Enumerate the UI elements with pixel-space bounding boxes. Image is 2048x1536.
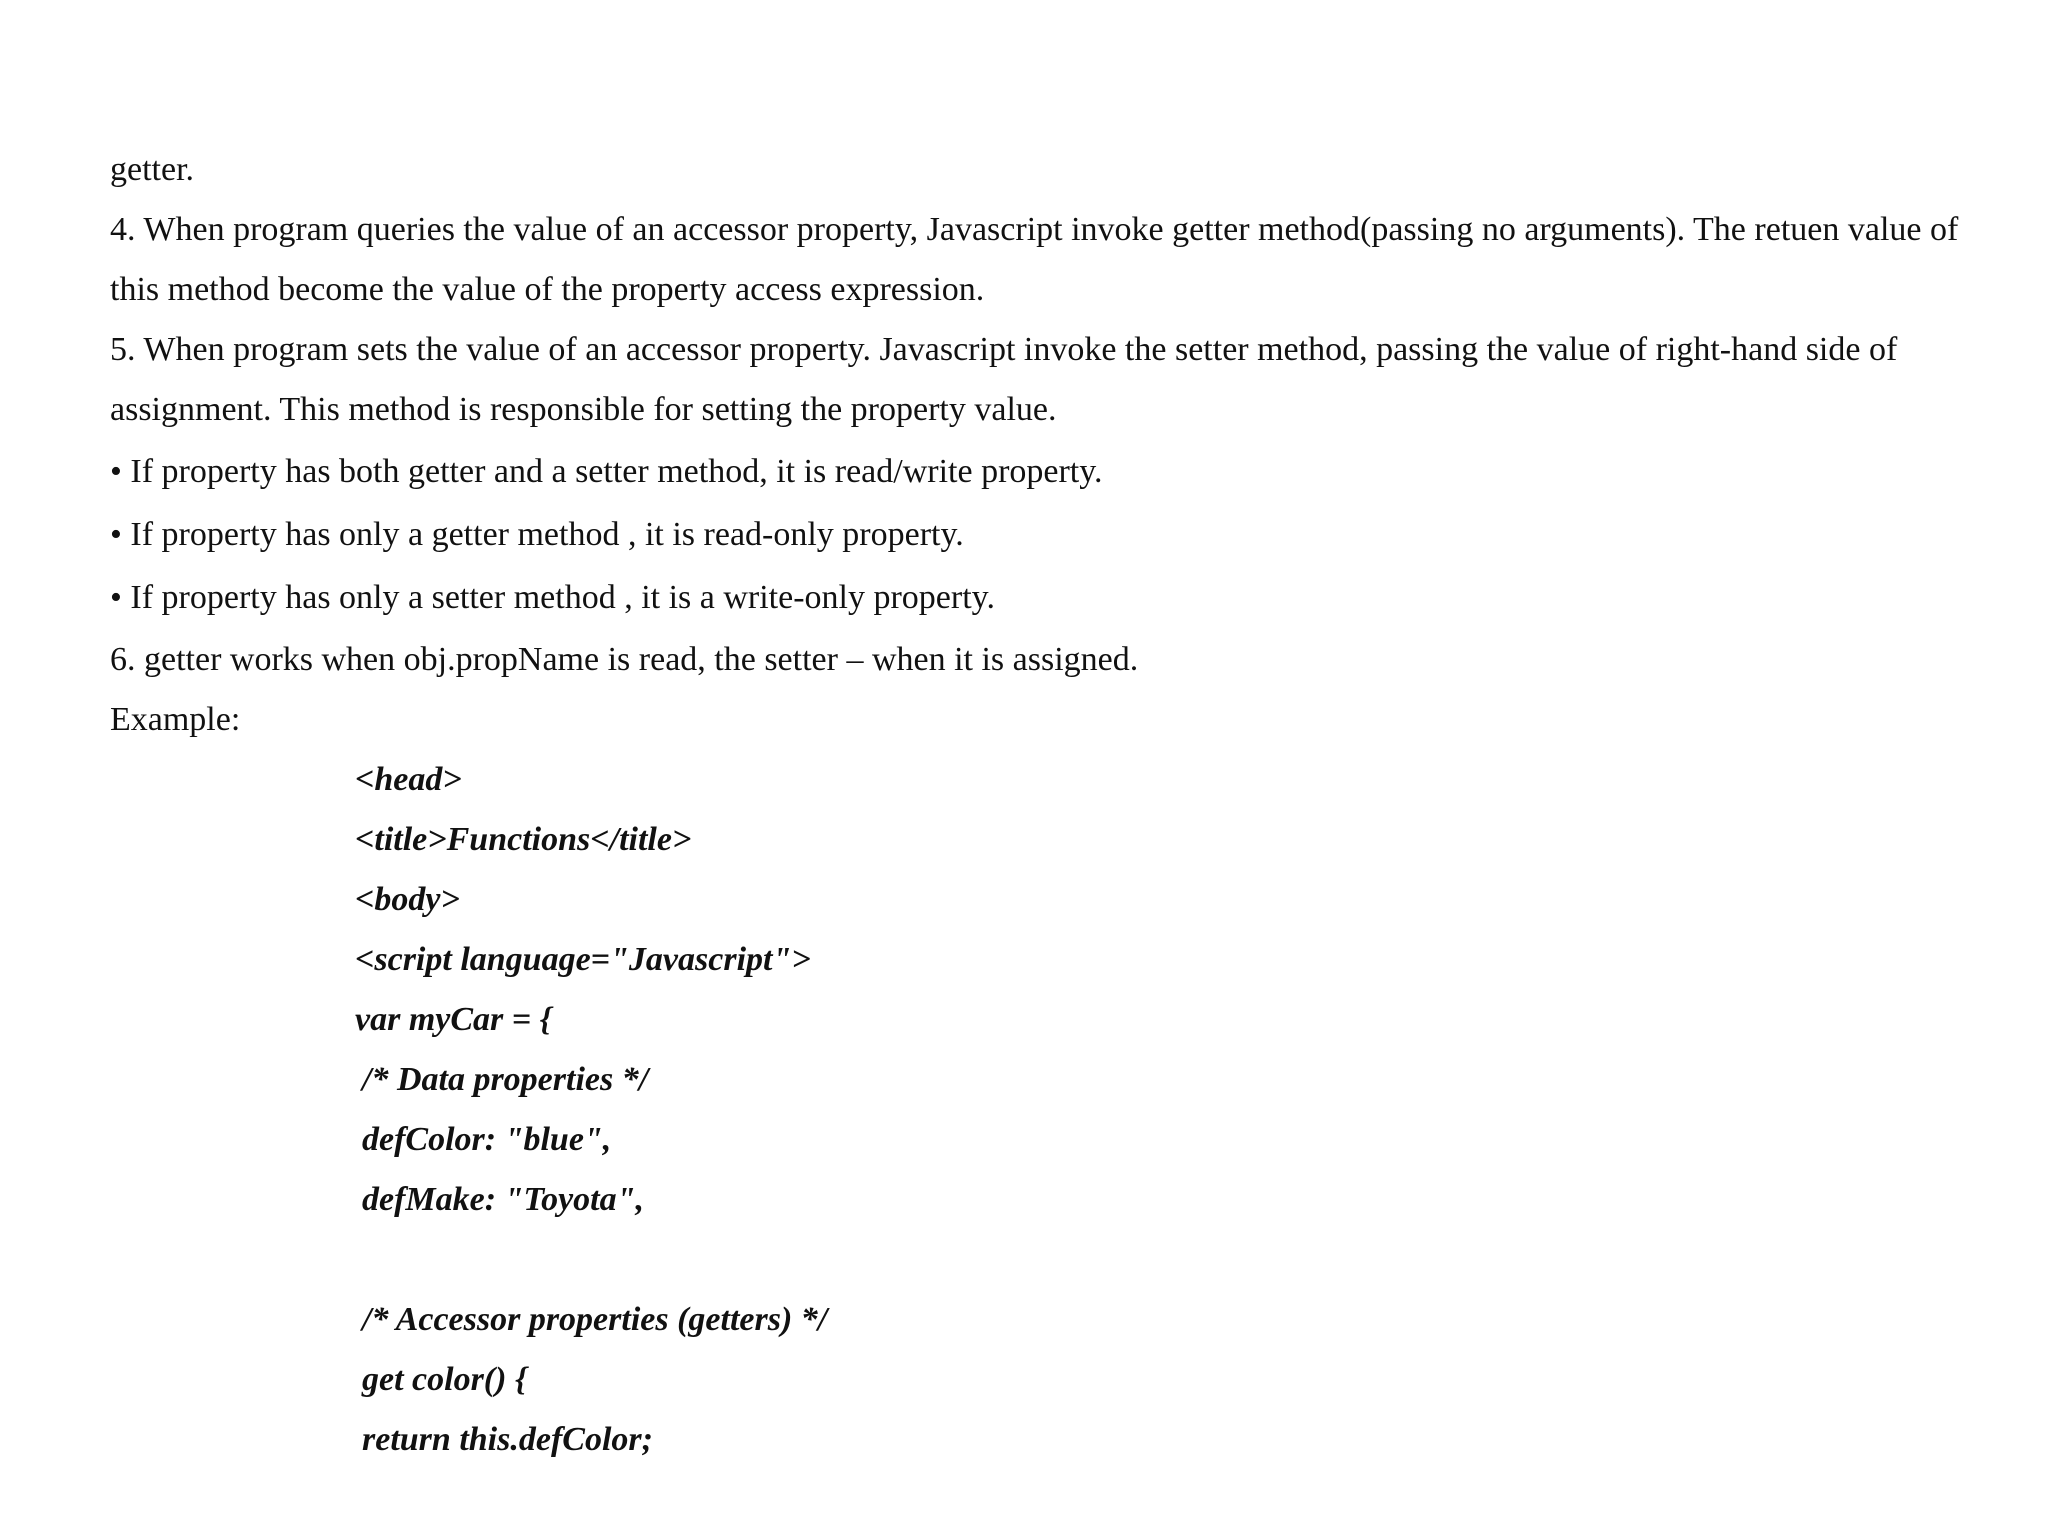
- paragraph-getter-cont: getter.: [110, 151, 195, 188]
- code-line-title: <title>Functions</title>: [355, 821, 692, 858]
- paragraph-point-4-line-2: this method become the value of the property access expression.: [110, 271, 985, 308]
- bullet-read-write: • If property has both getter and a setter method, it is read/write property.: [110, 453, 1103, 490]
- bullet-write-only: • If property has only a setter method , it is a write-only property.: [110, 579, 995, 616]
- code-line-script: <script language="Javascript">: [355, 941, 811, 978]
- code-line-get-color: get color() {: [362, 1361, 527, 1398]
- paragraph-point-4-line-1: 4. When program queries the value of an accessor property, Javascript invoke getter method(passing no arguments). The retuen value of: [110, 211, 1959, 248]
- code-line-body: <body>: [355, 881, 460, 918]
- code-line-defmake: defMake: "Toyota",: [362, 1181, 644, 1218]
- code-line-return: return this.defColor;: [362, 1421, 653, 1458]
- example-label: Example:: [110, 701, 241, 738]
- code-line-defcolor: defColor: "blue",: [362, 1121, 612, 1158]
- paragraph-point-6: 6. getter works when obj.propName is read, the setter – when it is assigned.: [110, 641, 1139, 678]
- code-line-head: <head>: [355, 761, 462, 798]
- paragraph-point-5-line-2: assignment. This method is responsible for setting the property value.: [110, 391, 1057, 428]
- code-line-var-mycar: var myCar = {: [355, 1001, 552, 1038]
- paragraph-point-5-line-1: 5. When program sets the value of an accessor property. Javascript invoke the setter method, passing the value of right-hand side of: [110, 331, 1898, 368]
- code-line-data-comment: /* Data properties */: [362, 1061, 649, 1098]
- code-line-accessor-comment: /* Accessor properties (getters) */: [362, 1301, 828, 1338]
- bullet-read-only: • If property has only a getter method , it is read-only property.: [110, 516, 964, 553]
